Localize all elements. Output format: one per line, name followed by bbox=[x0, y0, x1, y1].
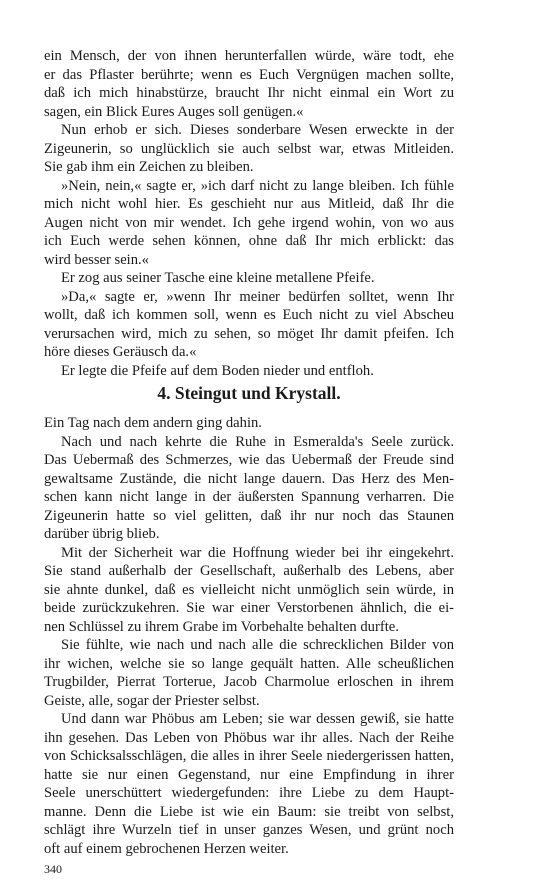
text-line: Seele unerschüttert wiedergefunden: ihre Liebe zu dem Haupt- bbox=[44, 785, 454, 801]
text-line: »Da,« sagte er, »wenn Ihr meiner bedürfen solltet, wenn Ihr bbox=[61, 288, 454, 305]
text-line: Das Uebermaß des Schmerzes, wie das Uebermaß der Freude sind bbox=[44, 452, 454, 468]
text-line: Trugbilder, Pierrat Torterue, Jacob Charmolue erloschen in ihrem bbox=[44, 674, 454, 690]
text-line: schlägt ihre Wurzeln tief in unser ganzes Wesen, und grünt noch bbox=[44, 822, 454, 838]
text-line: darüber übrig blieb. bbox=[44, 526, 160, 542]
text-line: Nach und nach kehrte die Ruhe in Esmeralda's Seele zurück. bbox=[61, 433, 454, 450]
text-line: Zigeunerin hatte so viel gelitten, daß ihr nur noch das Staunen bbox=[44, 507, 454, 524]
text-line: Sie fühlte, wie nach und nach alle die schrecklichen Bilder von bbox=[61, 637, 454, 653]
text-line: ihr wichen, welche sie so lange gequält hatten. Alle scheußlichen bbox=[44, 655, 454, 672]
text-line: manne. Denn die Liebe ist wie ein Baum: sie treibt von selbst, bbox=[44, 803, 454, 820]
text-line: sagen, ein Blick Eures Auges soll genügen.« bbox=[44, 103, 304, 120]
text-line: verursachen wird, mich zu sehen, so möget Ihr damit pfeifen. Ich bbox=[44, 325, 454, 342]
text-line: gewaltsame Zustände, die nicht lange dauern. Das Herz des Men- bbox=[44, 470, 454, 487]
text-line: wollt, daß ich kommen soll, wenn es Euch nicht zu viel Abscheu bbox=[44, 307, 454, 323]
text-line: von Schicksalsschlägen, die alles in ihrer Seele niedergerissen hatten, bbox=[44, 748, 454, 764]
text-line: Geiste, alle, sogar der Priester selbst. bbox=[44, 692, 260, 709]
text-line: ihn gesehen. Das Leben von Phöbus war ihr alles. Nach der Reihe bbox=[44, 729, 454, 746]
chapter-heading: 4. Steingut und Krystall. bbox=[157, 383, 341, 403]
text-line: ich Euch werde sehen können, ohne daß Ihr mich erblickt: das bbox=[44, 233, 454, 249]
text-line: beide zurückzukehren. Sie war einer Verstorbenen ähnlich, die ei- bbox=[44, 600, 454, 616]
text-line: hatte sie nur einen Gegenstand, nur eine Empfindung in ihrer bbox=[44, 766, 454, 783]
text-line: Und dann war Phöbus am Leben; sie war dessen gewiß, sie hatte bbox=[61, 711, 454, 727]
text-line: »Nein, nein,« sagte er, »ich darf nicht zu lange bleiben. Ich fühle bbox=[61, 177, 454, 194]
text-line: oft auf einem gebrochenen Herzen weiter. bbox=[44, 840, 289, 857]
text-line: nen Schlüssel zu ihrem Grabe im Vorbehalte behalten durfte. bbox=[44, 618, 399, 635]
text-line: höre dieses Geräusch da.« bbox=[44, 344, 197, 360]
text-line: Sie gab ihm ein Zeichen zu bleiben. bbox=[44, 159, 254, 175]
text-line: Mit der Sicherheit war die Hoffnung wieder bei ihr eingekehrt. bbox=[61, 544, 454, 561]
text-line: Er legte die Pfeife auf dem Boden nieder und entfloh. bbox=[61, 362, 374, 379]
text-line: schen kann nicht lange in der äußersten Spannung verharren. Die bbox=[44, 489, 454, 505]
text-line: Augen nicht von mir wendet. Ich gehe irgend wohin, von wo aus bbox=[44, 214, 454, 231]
text-line: Nun erhob er sich. Dieses sonderbare Wesen erweckte in der bbox=[61, 122, 454, 138]
text-line: ein Mensch, der von ihnen herunterfallen würde, wäre todt, ehe bbox=[44, 48, 454, 64]
text-line: Er zog aus seiner Tasche eine kleine metallene Pfeife. bbox=[61, 270, 375, 286]
text-line: Ein Tag nach dem andern ging dahin. bbox=[44, 415, 262, 431]
page-number: 340 bbox=[44, 862, 62, 876]
text-line: daß ich mich hinabstürze, braucht Ihr nicht einmal ein Wort zu bbox=[44, 85, 454, 101]
text-line: mich nicht wohl hier. Es geschieht nur aus Mitleid, daß Ihr die bbox=[44, 196, 454, 212]
text-line: Zigeunerin, so unglücklich sie auch selbst war, etwas Mitleiden. bbox=[44, 140, 454, 157]
text-line: er das Pflaster berührte; wenn es Euch Vergnügen machen sollte, bbox=[44, 66, 454, 83]
text-line: wird besser sein.« bbox=[44, 251, 149, 268]
text-line: Sie stand außerhalb der Gesellschaft, außerhalb des Lebens, aber bbox=[44, 563, 454, 579]
text-line: sie ahnte dunkel, daß es vielleicht nicht unmöglich sein würde, in bbox=[44, 581, 454, 598]
